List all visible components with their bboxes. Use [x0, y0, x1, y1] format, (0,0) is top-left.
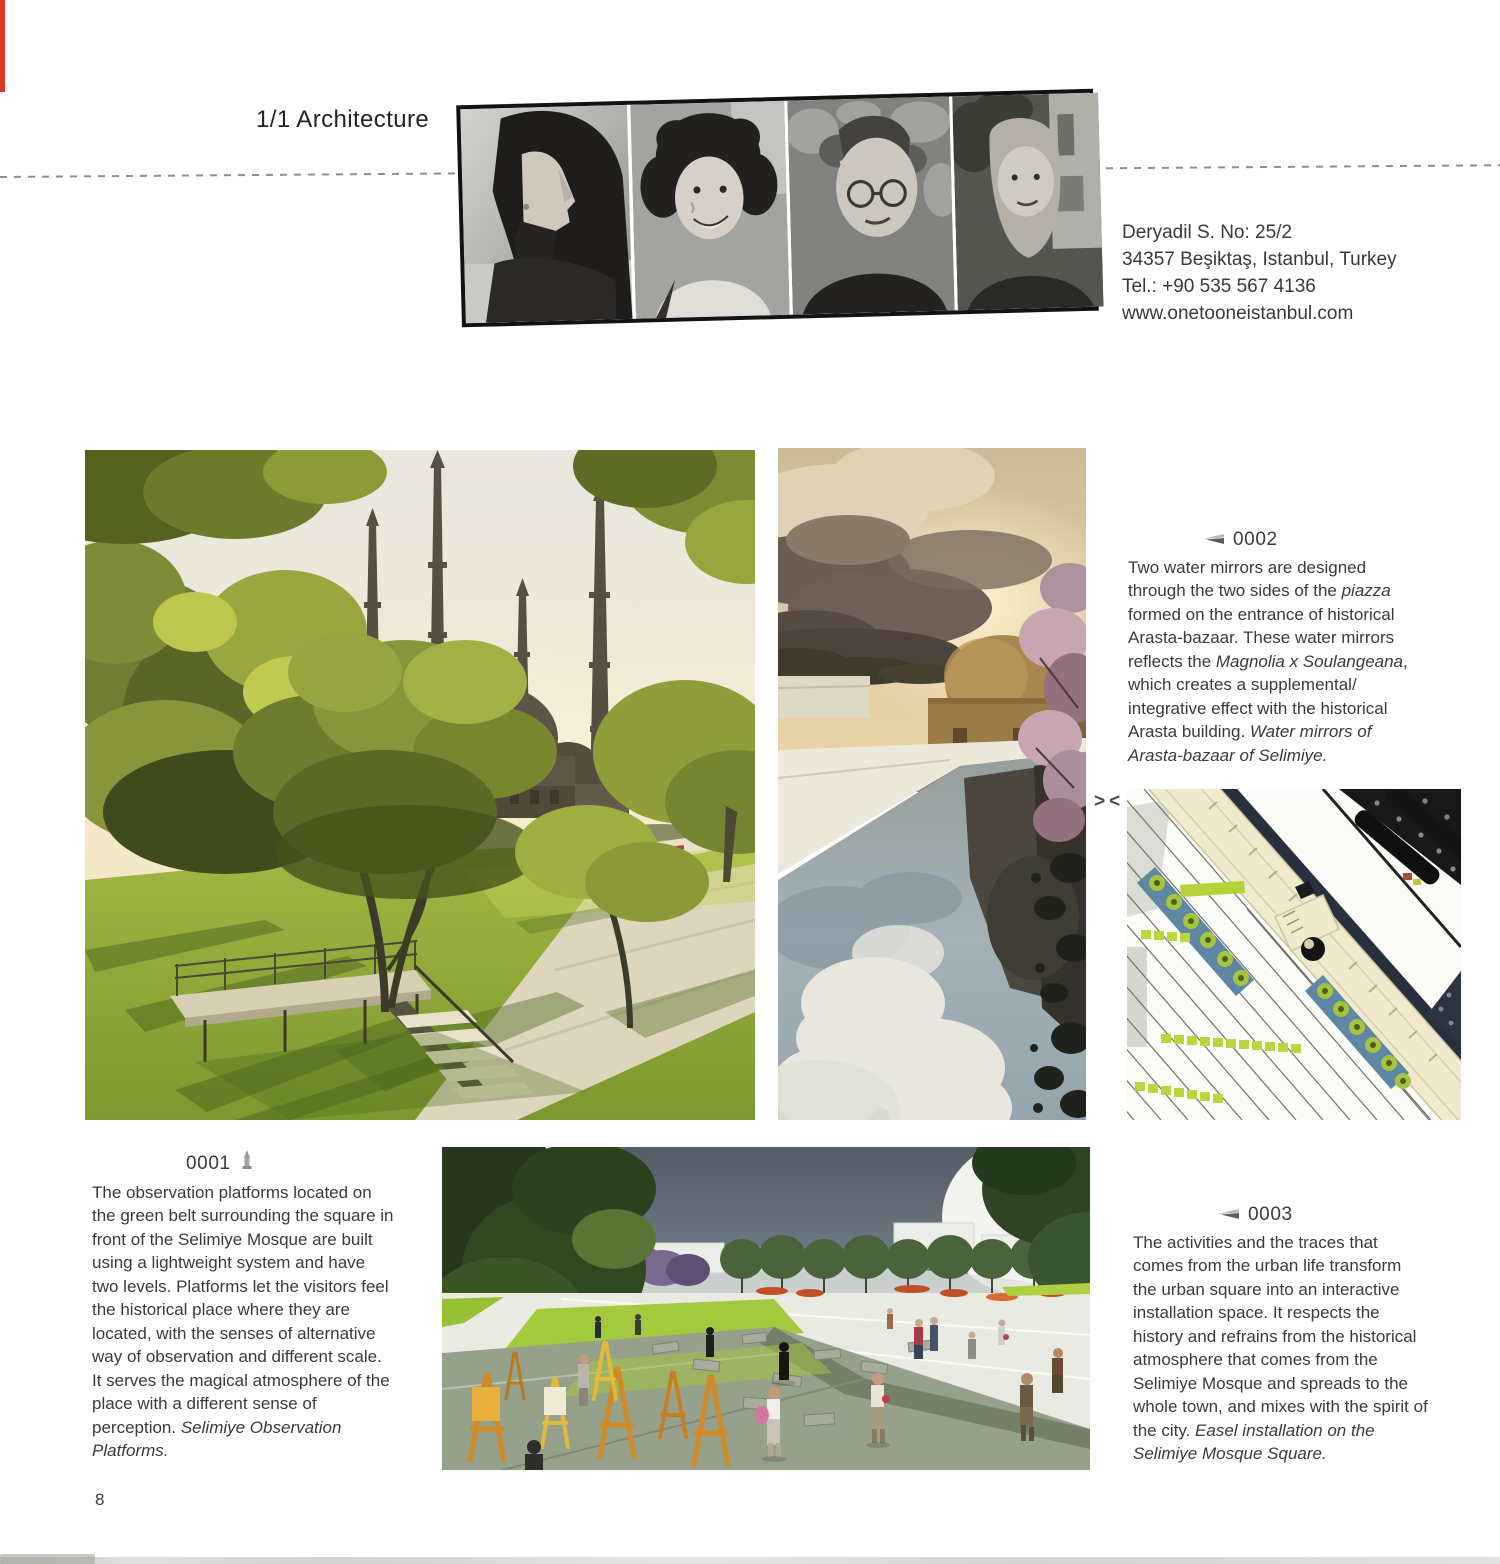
red-edge-mark — [0, 0, 5, 92]
portrait-photo-2 — [630, 101, 790, 319]
portrait-photo-1 — [460, 105, 632, 323]
page-number: 8 — [95, 1490, 105, 1509]
caption-0003-number: 0003 — [1248, 1204, 1293, 1225]
portrait-photo-3 — [787, 96, 955, 314]
bottom-scan-smudge — [0, 1554, 95, 1564]
caption-0002-header — [1128, 528, 1426, 552]
contact-phone: Tel.: +90 535 567 4136 — [1122, 276, 1316, 297]
figure-easel-installation — [442, 1147, 1090, 1470]
contact-address-line1: Deryadil S. No: 25/2 — [1122, 222, 1293, 243]
figure-water-mirrors — [778, 448, 1086, 1120]
caption-0001 — [92, 1150, 394, 1463]
caption-0001-text: The observation platforms located on the green belt surrounding the square in front of the Selimiye Mosque are built using a lightweight system and have two levels. Platforms let the visitors feel the historical place where they are located, with the senses of alternative way of observation and different scale. It serves the magical atmosphere of the place with a different sense of perception. Selimiye Observation Platforms. — [92, 1182, 394, 1460]
caption-0001-header — [92, 1150, 394, 1177]
portrait-photo-4 — [952, 93, 1103, 311]
caption-0003-header — [1133, 1203, 1429, 1227]
caption-0003-text: The activities and the traces that comes from the urban life transform the urban square into an interactive installation space. It respects the history and refrains from the historical atmosphere that comes from the Selimiye Mosque and spreads to the whole town, and mixes with the spirit of the city. Easel installation on the Selimiye Mosque Square. — [1133, 1232, 1428, 1463]
caption-0003 — [1133, 1203, 1429, 1466]
team-portraits-strip — [456, 89, 1099, 328]
figure-selimiye-observation-platforms — [85, 450, 755, 1120]
page-title: 1/1 Architecture — [256, 106, 430, 133]
bottom-scan-edge — [0, 1557, 1500, 1564]
caption-0002-text: Two water mirrors are designed through the two sides of the piazza formed on the entrance of historical Arasta-bazaar. These water mirrors reflects the Magnolia x Soulangeana, which creates a supplemental/ integrative effect with the historical Arasta building. Water mirrors of Arasta-bazaar of Selimiye. — [1128, 557, 1408, 765]
caption-0002 — [1128, 528, 1426, 767]
caption-0001-number: 0001 — [186, 1152, 231, 1174]
contact-block — [1122, 219, 1397, 327]
arrow-left-icon — [1200, 528, 1224, 552]
arrow-left-icon — [1215, 1203, 1239, 1227]
caption-0002-number: 0002 — [1233, 529, 1278, 550]
contact-website: www.onetooneistanbul.com — [1122, 303, 1354, 324]
contact-address-line2: 34357 Beşiktaş, Istanbul, Turkey — [1122, 249, 1397, 270]
minaret-icon — [240, 1150, 254, 1177]
swap-arrows-icon: >< — [1094, 791, 1125, 812]
figure-arasta-site-plan — [1127, 789, 1461, 1120]
